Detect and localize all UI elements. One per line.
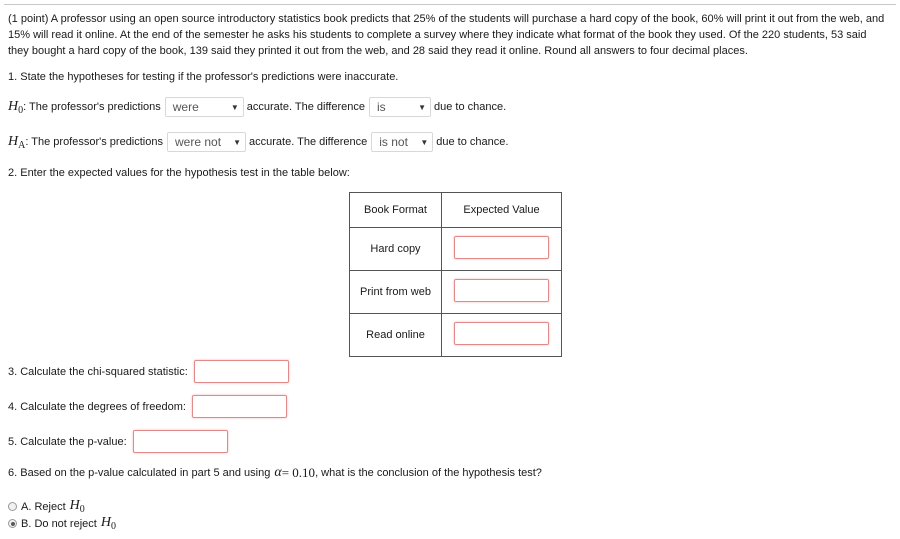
question-6-prompt [8, 465, 542, 481]
read-online-label: Read online [350, 314, 442, 357]
h0-tail-text: due to chance. [434, 101, 507, 113]
book-format-header: Book Format [350, 193, 442, 228]
chevron-down-icon: ▼ [418, 102, 426, 112]
h0-predictions-select[interactable] [165, 97, 244, 117]
ha-mid-text: accurate. The difference [249, 136, 368, 148]
q4-row [8, 395, 287, 418]
h0-difference-select[interactable] [369, 97, 431, 117]
top-divider [4, 4, 896, 5]
q3-row [8, 360, 289, 383]
problem-statement: (1 point) A professor using an open source introductory statistics book predicts that 25% of the students will purchase a hard copy of the book, 60% will print it out from the web, and 15% will read it online. At the end of the semester he asks his students to complete a survey where they indicate what format of the book they used. Of the 220 students, 53 said they bought a hard copy of the book, 139 said they printed it out from the web, and 28 said they read it online. Round all answers to four decimal places. [8, 13, 885, 58]
table-row [350, 228, 562, 271]
ha-row [8, 132, 508, 152]
option-b-do-not-reject[interactable] [8, 515, 116, 532]
ha-difference-select[interactable] [371, 132, 433, 152]
p-value-input[interactable] [133, 430, 228, 453]
ha-predictions-value: were not [175, 135, 222, 149]
hard-copy-label: Hard copy [350, 228, 442, 271]
ha-predictions-select[interactable] [167, 132, 246, 152]
ha-lead-text: : The professor's predictions [25, 136, 163, 148]
option-a-reject[interactable] [8, 498, 85, 515]
chi-squared-input[interactable] [194, 360, 289, 383]
h0-lead-text: : The professor's predictions [23, 101, 161, 113]
question-3-prompt: 3. Calculate the chi-squared statistic: [8, 365, 188, 378]
radio-icon[interactable] [8, 519, 17, 528]
alpha-value: = 0.10 [281, 465, 316, 480]
h0-row [8, 97, 506, 117]
option-b-label: B. Do not reject [21, 517, 97, 530]
h0-symbol: $H_0$ [8, 98, 24, 116]
question-6-prompt-b: , what is the conclusion of the hypothesis test? [315, 467, 542, 479]
q5-row [8, 430, 228, 453]
radio-icon[interactable] [8, 502, 17, 511]
chevron-down-icon: ▼ [420, 137, 429, 147]
alpha-symbol: α [274, 465, 282, 480]
table-row [350, 314, 562, 357]
table-header-row [350, 193, 562, 228]
read-online-expected-input[interactable] [454, 322, 549, 345]
print-from-web-expected-input[interactable] [454, 279, 549, 302]
option-a-label: A. Reject [21, 500, 66, 513]
ha-tail-text: due to chance. [436, 136, 509, 148]
print-from-web-label: Print from web [350, 271, 442, 314]
table-row [350, 271, 562, 314]
expected-values-table [349, 192, 562, 357]
question-4-prompt: 4. Calculate the degrees of freedom: [8, 400, 186, 413]
h0-predictions-value: were [172, 100, 199, 114]
option-a-symbol: $H_0$ [69, 498, 85, 515]
question-5-prompt: 5. Calculate the p-value: [8, 435, 127, 448]
chevron-down-icon: ▼ [233, 137, 241, 147]
degrees-of-freedom-input[interactable] [192, 395, 287, 418]
question-1-prompt: 1. State the hypotheses for testing if the professor's predictions were inaccurate. [8, 71, 399, 83]
ha-symbol: $H_A$ [8, 133, 26, 151]
h0-difference-value: is [377, 100, 386, 114]
question-2-prompt: 2. Enter the expected values for the hypothesis test in the table below: [8, 167, 350, 179]
option-b-symbol: $H_0$ [100, 515, 116, 532]
question-6-prompt-a: 6. Based on the p-value calculated in part 5 and using [8, 467, 271, 479]
ha-difference-value: is not [379, 135, 408, 149]
h0-mid-text: accurate. The difference [246, 101, 365, 113]
expected-value-header: Expected Value [442, 193, 562, 228]
chevron-down-icon: ▼ [230, 102, 239, 112]
hard-copy-expected-input[interactable] [454, 236, 549, 259]
